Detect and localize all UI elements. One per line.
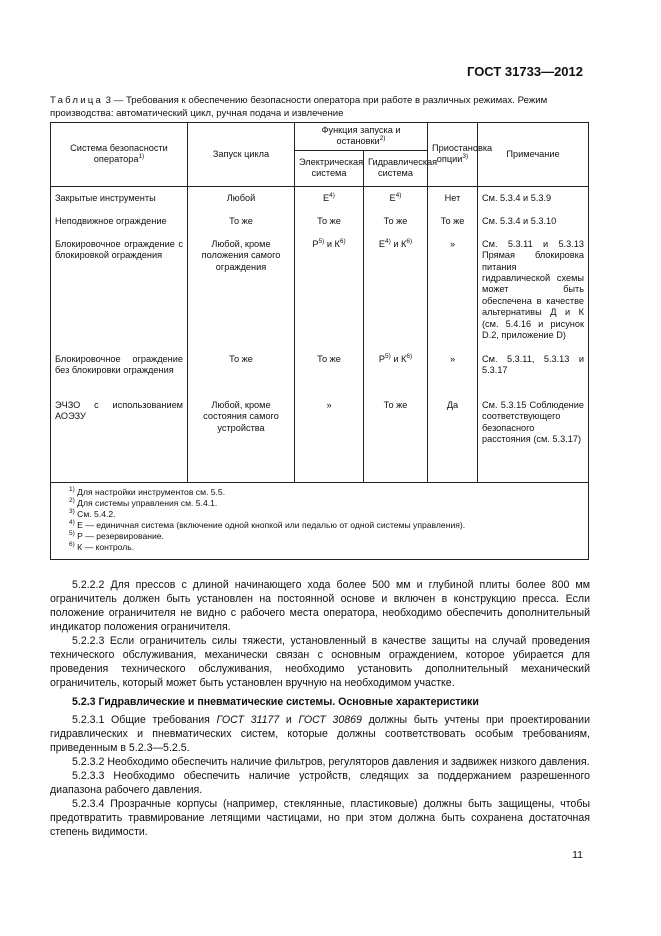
paragraph-5-2-3-4: 5.2.3.4 Прозрачные корпусы (например, стеклянные, пластиковые) должны быть защищены, чтобы предотвратить травмирование летящими частицами, но при этом должна быть сохранена достаточная степень видимости.	[50, 798, 590, 838]
row-5-hydraulic: То же	[383, 399, 408, 410]
col-header-hydraulic-system: Гидравлическая система	[364, 150, 428, 186]
row-1-system: Закрытые инструменты	[55, 192, 156, 203]
paragraph-5-2-3-1: 5.2.3.1 Общие требования ГОСТ 31177 и ГОСТ 30869 должны быть учтены при проектировании гидравлических и пневматических систем, которые должны соответствовать особым требованиям, приведенным в 5.2.3—5.2.5.	[50, 714, 590, 754]
row-2-start: То же	[229, 215, 253, 226]
row-4-system: Блокировочное ограждение без блокировки ограждения	[55, 353, 183, 376]
footnote: $^{3)}$ См. 5.4.2.	[69, 507, 116, 519]
body-text	[50, 578, 590, 839]
col-header-note: Примечание	[478, 123, 589, 187]
row-4-hydraulic: $Р^{5)}$ и $К^{6)}$	[378, 352, 413, 364]
row-4-suspend: »	[449, 353, 456, 364]
paragraph-5-2-3-3: 5.2.3.3 Необходимо обеспечить наличие устройств, следящих за поддержанием разрешенного диапазона рабочего давления.	[50, 770, 590, 796]
col-header-electric-system: Электрическая система	[295, 150, 364, 186]
row-3-suspend: »	[449, 238, 456, 249]
table-caption-text: 3 — Требования к обеспечению безопасности оператора при работе в различных режимах. Режим производства: автоматический цикл, ручная подача и извлечение	[50, 95, 548, 119]
row-5-system: ЭЧЗО с использованием АОЭЗУ	[55, 399, 183, 422]
document-header: ГОСТ 31733—2012	[467, 64, 583, 79]
paragraph-5-2-2-2: 5.2.2.2 Для прессов с длиной начинающего хода более 500 мм и глубиной плиты более 800 мм ограничитель должен быть установлен на постоянной основе и включен в конструкцию пресса. Если положение ограничителя не видно с рабочего места оператора, необходимо обеспечить дополнительный индикатор положения ограничителя.	[50, 579, 590, 633]
row-4-note: См. 5.3.11, 5.3.13 и 5.3.17	[482, 353, 584, 376]
col-header-start-stop-function: Функция запуска и остановки$^{2)}$	[295, 123, 428, 151]
safety-requirements-table	[50, 122, 589, 560]
row-1-electric: $Е^{4)}$	[323, 191, 335, 203]
table-footnotes	[51, 482, 589, 559]
col-header-safety-system: Система безопасности оператора$^{1)}$	[51, 123, 188, 187]
footnote: $^{5)}$ Р — резервирование.	[69, 529, 164, 541]
row-3-start: Любой, кроме положения самого ограждения	[201, 238, 281, 272]
col-header-suspend-option: Приостановка опции$^{3)}$	[428, 123, 478, 187]
row-3-electric: $Р^{5)}$ и $К^{6)}$	[312, 237, 346, 249]
row-3-note: См. 5.3.11 и 5.3.13 Прямая блокировка питания гидравлической схемы может быть обеспечена в качестве альтернативы Д и К (см. 5.4.16 и рисунок D.2, приложение D)	[482, 238, 584, 341]
row-1-note: См. 5.3.4 и 5.3.9	[482, 192, 552, 203]
row-2-suspend: То же	[440, 215, 465, 226]
row-4-start: То же	[229, 353, 253, 364]
row-1-start: Любой	[226, 192, 256, 203]
row-3-system: Блокировочное ограждение с блокировкой ограждения	[55, 238, 183, 261]
paragraph-5-2-3-2: 5.2.3.2 Необходимо обеспечить наличие фильтров, регуляторов давления и задвижек низкого давления.	[72, 756, 590, 768]
row-2-hydraulic: То же	[383, 215, 408, 226]
footnote: $^{6)}$ К — контроль.	[69, 540, 135, 552]
row-5-note: См. 5.3.15 Соблюдение соответствующего безопасного расстояния (см. 5.3.17)	[482, 399, 584, 445]
table-body-row	[51, 186, 589, 482]
row-2-note: См. 5.3.4 и 5.3.10	[482, 215, 557, 226]
footnote: $^{2)}$ Для системы управления см. 5.4.1.	[69, 496, 218, 508]
table-caption-label: Таблица	[50, 95, 104, 106]
row-1-hydraulic: $Е^{4)}$	[389, 191, 402, 203]
page-number: 11	[572, 849, 583, 861]
row-2-system: Неподвижное ограждение	[55, 215, 167, 226]
row-4-electric: То же	[317, 353, 341, 364]
col-header-cycle-start: Запуск цикла	[188, 123, 295, 187]
row-1-suspend: Нет	[444, 192, 461, 203]
row-5-start: Любой, кроме состояния самого устройства	[203, 399, 279, 433]
table-caption	[50, 94, 590, 120]
row-5-suspend: Да	[446, 399, 459, 410]
footnote: $^{4)}$ Е — единичная система (включение одной кнопкой или педалью от одной системы управления).	[69, 518, 466, 530]
row-2-electric: То же	[317, 215, 341, 226]
paragraph-5-2-2-3: 5.2.2.3 Если ограничитель силы тяжести, установленный в качестве защиты на случай проведения технического обслуживания, механически связан с основным ограждением, которое убирается для проведения технического обслуживания, необходимо установить дополнительный механический ограничитель, который может быть установлен вручную на необходимом участке.	[50, 635, 590, 689]
section-heading-5-2-3: 5.2.3 Гидравлические и пневматические системы. Основные характеристики	[72, 696, 479, 708]
row-3-hydraulic: $Е^{4)}$ и $К^{6)}$	[378, 237, 413, 249]
row-5-electric: »	[326, 399, 332, 410]
footnote: $^{1)}$ Для настройки инструментов см. 5.5.	[69, 485, 226, 497]
